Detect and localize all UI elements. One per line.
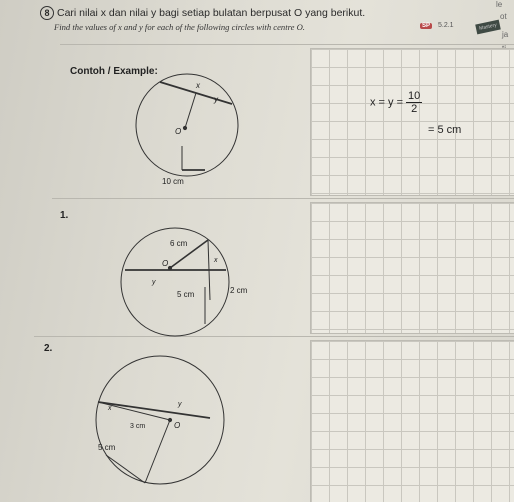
q1-number: 1. [60, 210, 69, 221]
example-result: = 5 cm [428, 124, 462, 136]
q1-centre-dot [168, 266, 171, 269]
example-circle [136, 74, 238, 176]
example-centre-dot [183, 126, 186, 129]
sp-code: 5.2.1 [438, 22, 454, 29]
example-label-base: 10 cm [162, 177, 184, 186]
q1-label-o: O [162, 259, 169, 268]
question-title-en: Find the values of x and y for each of the following circles with centre O. [54, 22, 305, 32]
example-label: Contoh / Example: [70, 66, 158, 77]
margin-text-3: ja [502, 30, 509, 39]
mastery-badge: Mastery [475, 20, 501, 35]
example-label-x: x [196, 81, 200, 90]
q2-diagram [96, 356, 224, 484]
example-radius [185, 93, 196, 128]
q2-label-left: 5 cm [98, 443, 116, 452]
sp-badge: SP [422, 23, 431, 29]
example-diagram [136, 74, 238, 176]
q2-number: 2. [44, 343, 53, 354]
q2-label-x: x [108, 405, 112, 412]
fraction-denominator: 2 [411, 103, 418, 115]
q1-label-right: 2 cm [230, 286, 248, 295]
q1-label-y: y [152, 279, 156, 286]
margin-text-1: le [496, 0, 503, 9]
question-title-ms: Cari nilai x dan nilai y bagi setiap bulatan berpusat O yang berikut. [57, 7, 366, 19]
q2-label-o: O [174, 421, 181, 430]
q1-label-left: 5 cm [177, 290, 195, 299]
q2-centre-dot [168, 418, 171, 421]
q1-label-x: x [214, 257, 218, 264]
margin-text-2: ot [500, 12, 507, 21]
q2-label-y: y [178, 401, 182, 408]
example-label-o: O [175, 127, 182, 136]
example-label-y: y [214, 95, 218, 104]
q2-radius [145, 420, 170, 483]
q2-lower-chord [106, 455, 145, 483]
q1-label-top: 6 cm [170, 239, 188, 248]
example-eq-left: x = y = [370, 96, 404, 109]
q2-circle [96, 356, 224, 484]
question-number: 8 [40, 6, 54, 20]
fraction-numerator: 10 [408, 90, 421, 102]
q2-label-chord: 3 cm [130, 423, 146, 430]
